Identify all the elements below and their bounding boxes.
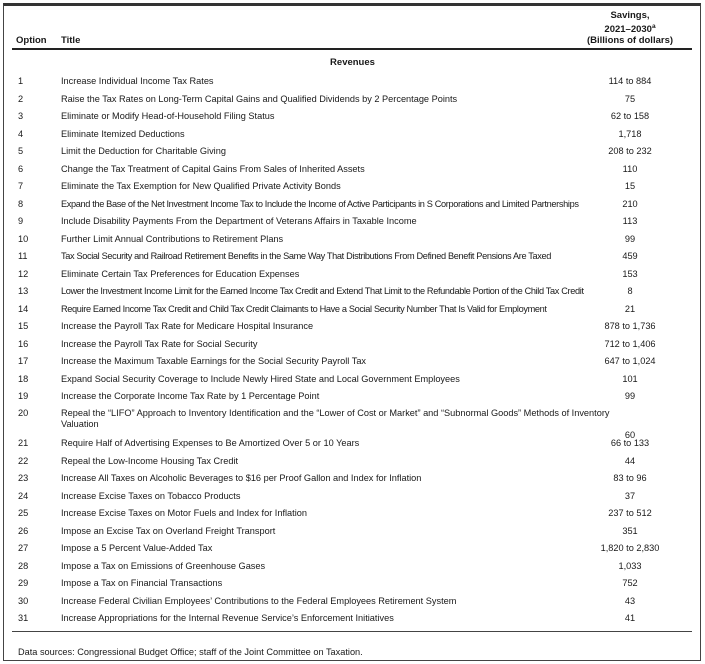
option-title: Increase the Payroll Tax Rate for Medicare Hospital Insurance <box>61 321 314 331</box>
option-title: Increase Excise Taxes on Tobacco Products <box>61 491 241 501</box>
option-number: 31 <box>18 613 29 623</box>
option-title: Repeal the Low-Income Housing Tax Credit <box>61 456 239 466</box>
option-title: Include Disability Payments From the Department of Veterans Affairs in Taxable Income <box>61 216 417 226</box>
option-number: 23 <box>18 473 29 483</box>
option-number: 27 <box>18 543 29 553</box>
option-title: Increase the Maximum Taxable Earnings for the Social Security Payroll Tax <box>61 356 367 366</box>
option-number: 10 <box>18 234 29 244</box>
savings-value: 153 <box>622 269 638 279</box>
option-number: 4 <box>18 129 24 139</box>
savings-value: 37 <box>624 491 636 501</box>
savings-value: 647 to 1,024 <box>604 356 656 366</box>
savings-value: 66 to 133 <box>610 438 650 448</box>
option-title: Eliminate the Tax Exemption for New Qualified Private Activity Bonds <box>61 181 341 191</box>
option-title: Change the Tax Treatment of Capital Gains From Sales of Inherited Assets <box>61 164 365 174</box>
savings-value: 114 to 884 <box>608 76 652 86</box>
option-number: 16 <box>18 339 29 349</box>
savings-value: 41 <box>624 613 636 623</box>
option-number: 20 <box>18 408 29 418</box>
option-number: 19 <box>18 391 29 401</box>
option-number: 26 <box>18 526 29 536</box>
option-title: Increase the Payroll Tax Rate for Social Security <box>61 339 258 349</box>
savings-value: 237 to 512 <box>608 508 652 518</box>
footer-rule <box>12 631 692 632</box>
savings-value: 712 to 1,406 <box>604 339 656 349</box>
title-column-header: Title <box>61 35 81 46</box>
option-column-header: Option <box>16 35 47 46</box>
option-title: Raise the Tax Rates on Long-Term Capital Gains and Qualified Dividends by 2 Percentage Points <box>61 94 458 104</box>
header-rule <box>12 48 692 50</box>
option-title: Increase Excise Taxes on Motor Fuels and Index for Inflation <box>61 508 307 518</box>
option-title: Increase Appropriations for the Internal Revenue Service’s Enforcement Initiatives <box>61 613 394 623</box>
savings-value: 351 <box>622 526 638 536</box>
savings-value: 878 to 1,736 <box>604 321 656 331</box>
option-title: Increase the Corporate Income Tax Rate by 1 Percentage Point <box>61 391 320 401</box>
option-number: 24 <box>18 491 29 501</box>
option-title: Eliminate Itemized Deductions <box>61 129 185 139</box>
savings-value: 101 <box>622 374 638 384</box>
savings-value: 208 to 232 <box>608 146 652 156</box>
savings-value: 8 <box>627 286 633 296</box>
option-title: Lower the Investment Income Limit for the Earned Income Tax Credit and Extend That Limit to the Refundable Portion of the Child Tax Credit <box>61 286 584 296</box>
savings-value: 113 <box>622 216 638 226</box>
savings-value: 62 to 158 <box>610 111 650 121</box>
data-sources-note: Data sources: Congressional Budget Office; staff of the Joint Committee on Taxation. <box>18 647 363 657</box>
option-number: 5 <box>18 146 24 156</box>
option-number: 30 <box>18 596 29 606</box>
option-number: 28 <box>18 561 29 571</box>
savings-value: 459 <box>622 251 638 261</box>
savings-value: 44 <box>624 456 636 466</box>
option-title: Require Earned Income Tax Credit and Child Tax Credit Claimants to Have a Social Security Number That Is Valid for Employment <box>61 304 547 314</box>
savings-value: 1,033 <box>618 561 642 571</box>
option-number: 3 <box>18 111 24 121</box>
option-number: 14 <box>18 304 29 314</box>
savings-value: 60 <box>624 430 636 440</box>
option-title: Repeal the “LIFO” Approach to Inventory Identification and the “Lower of Cost or Market” and “Subnormal Goods” Methods of Inventory Valuation <box>61 408 610 429</box>
option-number: 8 <box>18 199 24 209</box>
option-number: 17 <box>18 356 29 366</box>
option-number: 1 <box>18 76 24 86</box>
savings-value: 110 <box>622 164 638 174</box>
option-number: 21 <box>18 438 29 448</box>
option-title: Impose a 5 Percent Value-Added Tax <box>61 543 213 553</box>
option-number: 12 <box>18 269 29 279</box>
option-title: Impose an Excise Tax on Overland Freight Transport <box>61 526 276 536</box>
option-title: Eliminate Certain Tax Preferences for Education Expenses <box>61 269 300 279</box>
option-number: 15 <box>18 321 29 331</box>
option-number: 25 <box>18 508 29 518</box>
savings-header-line1: Savings, <box>610 10 650 21</box>
option-title: Require Half of Advertising Expenses to Be Amortized Over 5 or 10 Years <box>61 438 360 448</box>
savings-value: 21 <box>624 304 636 314</box>
option-number: 18 <box>18 374 29 384</box>
savings-value: 210 <box>622 199 638 209</box>
option-title: Impose a Tax on Financial Transactions <box>61 578 223 588</box>
option-number: 22 <box>18 456 29 466</box>
option-number: 11 <box>18 251 28 261</box>
savings-value: 1,718 <box>618 129 642 139</box>
option-number: 2 <box>18 94 24 104</box>
savings-header-line3: (Billions of dollars) <box>586 35 674 47</box>
footnote-marker: a <box>651 23 656 30</box>
option-number: 29 <box>18 578 29 588</box>
option-title: Increase Federal Civilian Employees’ Contributions to the Federal Employees Retirement System <box>61 596 457 606</box>
savings-value: 75 <box>624 94 636 104</box>
option-title: Expand Social Security Coverage to Include Newly Hired State and Local Government Employees <box>61 374 460 384</box>
option-title: Limit the Deduction for Charitable Giving <box>61 146 226 156</box>
option-title: Increase Individual Income Tax Rates <box>61 76 214 86</box>
option-number: 9 <box>18 216 24 226</box>
option-title: Tax Social Security and Railroad Retirement Benefits in the Same Way That Distributions From Defined Benefit Pensions Are Taxed <box>61 251 552 261</box>
option-title: Expand the Base of the Net Investment Income Tax to Include the Income of Active Participants in S Corporations and Limited Partnerships <box>61 199 579 209</box>
savings-value: 99 <box>624 234 636 244</box>
option-number: 13 <box>18 286 29 296</box>
section-heading-revenues: Revenues <box>330 57 375 68</box>
option-title: Further Limit Annual Contributions to Retirement Plans <box>61 234 284 244</box>
option-title: Eliminate or Modify Head-of-Household Filing Status <box>61 111 275 121</box>
savings-value: 83 to 96 <box>613 473 647 483</box>
option-number: 6 <box>18 164 24 174</box>
savings-value: 752 <box>622 578 638 588</box>
option-title: Impose a Tax on Emissions of Greenhouse Gases <box>61 561 266 571</box>
savings-value: 1,820 to 2,830 <box>600 543 660 553</box>
savings-value: 15 <box>624 181 636 191</box>
savings-value: 99 <box>624 391 636 401</box>
savings-value: 43 <box>624 596 636 606</box>
option-number: 7 <box>18 181 24 191</box>
option-title: Increase All Taxes on Alcoholic Beverages to $16 per Proof Gallon and Index for Inflation <box>61 473 422 483</box>
savings-column-header <box>570 10 690 46</box>
savings-header-line2: 2021–2030$^a$ <box>604 23 656 36</box>
